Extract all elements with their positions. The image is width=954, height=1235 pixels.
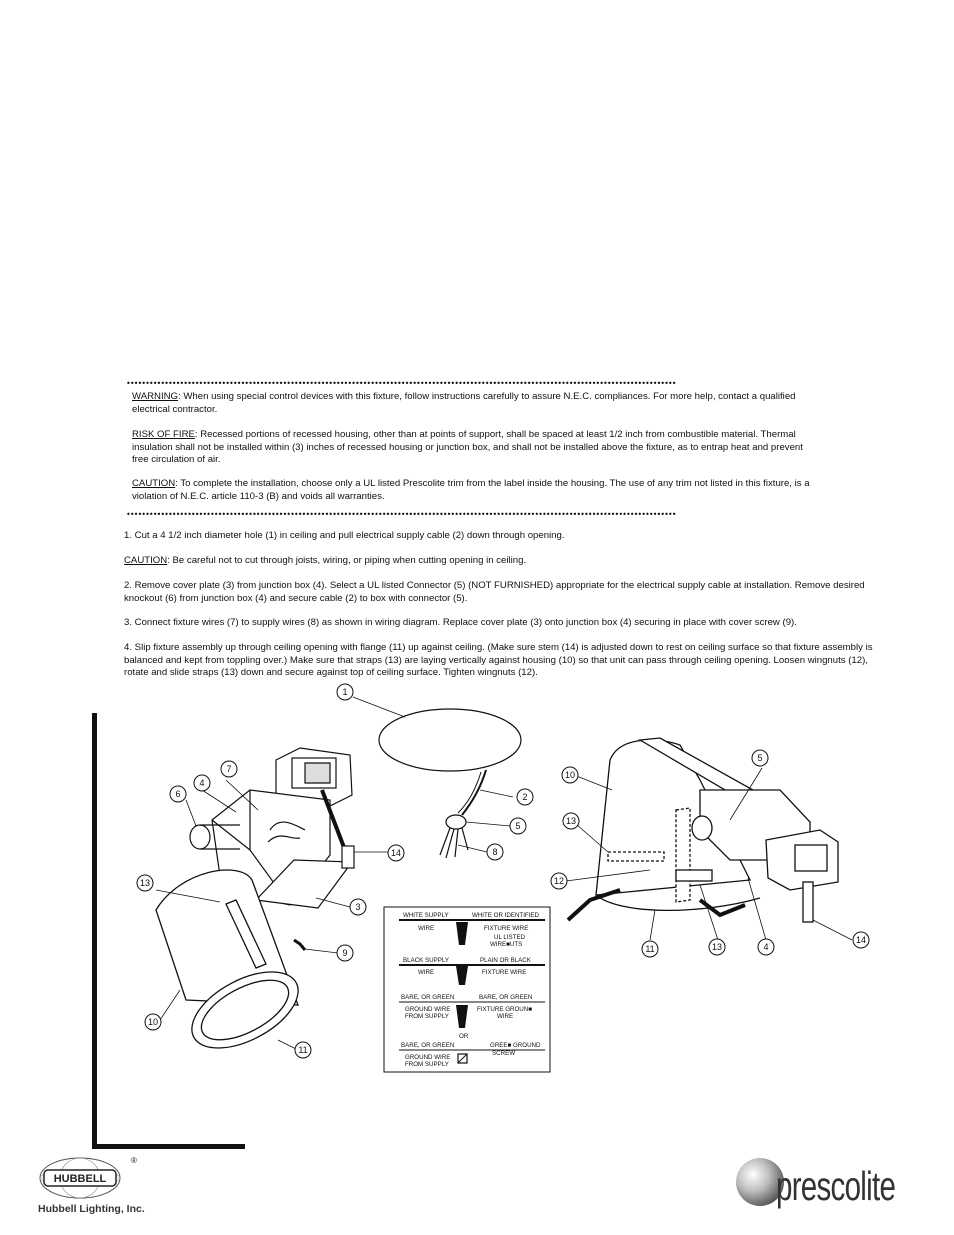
wd-bare-green-1: BARE, OR GREEN xyxy=(401,994,455,1001)
wd-from-supply: FROM SUPPLY xyxy=(405,1013,449,1020)
hubbell-registered-mark: ® xyxy=(131,1156,137,1165)
callout-8: 8 xyxy=(492,847,498,857)
prescolite-wordmark: prescolite xyxy=(776,1163,896,1209)
risk-of-fire-label: RISK OF FIRE xyxy=(132,429,195,440)
callout-12: 12 xyxy=(553,876,565,886)
separator-bottom: •••••••••••••••••••••••••••••••••••••••••••••••••••••••••••••••••••••••••••••••••••••••••••••••••••••••••••••••••••••••••••••••••••••••••••••••• xyxy=(126,512,676,518)
caution-cutting-text: : Be careful not to cut through joists, wiring, or piping when cutting opening in ceiling. xyxy=(167,555,527,566)
step-2: 2. Remove cover plate (3) from junction box (4). Select a UL listed Connector (5) (NOT FURNISHED) appropriate for the electrical supply cable at installation. Remove desired knockout (6) from junction box (4) and secure cable (2) to box with connector (5). xyxy=(124,580,865,604)
wd-ground-wire-2: GROUND WIRE xyxy=(405,1054,451,1061)
callout-2: 2 xyxy=(522,792,528,802)
callout-10b: 10 xyxy=(564,770,576,780)
callout-5a: 5 xyxy=(515,821,521,831)
separator-top: •••••••••••••••••••••••••••••••••••••••••••••••••••••••••••••••••••••••••••••••••••••••••••••••••••••••••••••••••••••••••••••••••••••••••••••••• xyxy=(126,381,676,387)
wd-wirenuts: WIRE■UTS xyxy=(490,941,523,948)
callout-13b: 13 xyxy=(565,816,577,826)
callout-11a: 11 xyxy=(298,1045,308,1055)
callout-13a: 13 xyxy=(139,878,151,888)
callout-14a: 14 xyxy=(390,848,402,858)
wd-black-supply: BLACK SUPPLY xyxy=(403,957,449,964)
hubbell-caption: Hubbell Lighting, Inc. xyxy=(38,1203,145,1215)
callout-3: 3 xyxy=(355,902,361,912)
wd-fixture-wire-2: FIXTURE WIRE xyxy=(482,969,527,976)
ceiling-hole-drawing xyxy=(353,697,521,858)
wd-white-supply: WHITE SUPPLY xyxy=(403,912,449,919)
caution-trim-label: CAUTION xyxy=(132,478,176,489)
wd-fixture-wire-1: FIXTURE WIRE xyxy=(484,925,529,932)
wd-bare-green-2: BARE, OR GREEN xyxy=(479,994,533,1001)
callout-13c: 13 xyxy=(711,942,723,952)
step-1: 1. Cut a 4 1/2 inch diameter hole (1) in ceiling and pull electrical supply cable (2) down through opening. xyxy=(124,530,565,541)
step-3: 3. Connect fixture wires (7) to supply wires (8) as shown in wiring diagram. Replace cover plate (3) onto junction box (4) securing in place with cover screw (9). xyxy=(124,617,797,628)
risk-of-fire-text: : Recessed portions of recessed housing, other than at points of support, shall be spaced at least 1/2 inch from combustible material. Thermal insulation shall not be installed within (3) inches of recessed housing or junction box, and shall not be installed above the fixture, as to entrap heat and prevent free circulation of air. xyxy=(132,429,803,465)
caution-cutting-label: CAUTION xyxy=(124,555,168,566)
assembled-fixture-drawing xyxy=(566,738,852,940)
callout-9: 9 xyxy=(342,948,348,958)
hubbell-logo-text: HUBBELL xyxy=(53,1173,107,1185)
wd-ground-wire: GROUND WIRE xyxy=(405,1006,451,1013)
caution-trim-text: : To complete the installation, choose only a UL listed Prescolite trim from the label inside the housing. The use of any trim not listed in this fixture, is a violation of N.E.C. article 110-3 (B) and voids all warranties. xyxy=(132,478,810,502)
warning-text: : When using special control devices with this fixture, follow instructions carefully to assure N.E.C. compliances. For more help, contact a qualified electrical contractor. xyxy=(132,391,796,415)
callout-4b: 4 xyxy=(763,942,769,952)
wd-from-supply-2: FROM SUPPLY xyxy=(405,1061,449,1068)
callout-6: 6 xyxy=(175,789,181,799)
wd-wire-3: WIRE xyxy=(497,1013,514,1020)
wd-ul-listed: UL LISTED xyxy=(494,934,526,941)
wd-fixture-ground: FIXTURE GROUN■ xyxy=(477,1006,532,1013)
callout-5b: 5 xyxy=(757,753,763,763)
callout-4a: 4 xyxy=(199,778,205,788)
wd-white-identified: WHITE OR IDENTIFIED xyxy=(472,912,540,919)
wd-screw: SCREW xyxy=(492,1050,516,1057)
callout-11b: 11 xyxy=(645,944,655,954)
wd-bare-green-3: BARE, OR GREEN xyxy=(401,1042,455,1049)
wiring-diagram xyxy=(384,907,550,1072)
callout-14b: 14 xyxy=(855,935,867,945)
step-4: 4. Slip fixture assembly up through ceiling opening with flange (11) up against ceiling. (Make sure stem (14) is adjusted down to rest on ceiling surface so that fixture assembly is balanced and kept from toppling over.) Make sure that straps (13) are laying vertically against housing (10) so that unit can pass through ceiling opening. Loosen wingnuts (12), rotate and slide straps (13) down and secure against top of ceiling surface. Tighten wingnuts (12). xyxy=(124,642,873,678)
warning-label: WARNING xyxy=(132,391,179,402)
wd-green-ground: GREE■ GROUND xyxy=(490,1042,541,1049)
wd-wire-1: WIRE xyxy=(418,925,435,932)
callout-7: 7 xyxy=(226,764,232,774)
wd-plain-black: PLAIN OR BLACK xyxy=(480,957,531,964)
callout-10a: 10 xyxy=(147,1017,159,1027)
wd-or: OR xyxy=(459,1033,469,1040)
callout-1: 1 xyxy=(342,687,348,697)
wd-wire-2: WIRE xyxy=(418,969,435,976)
